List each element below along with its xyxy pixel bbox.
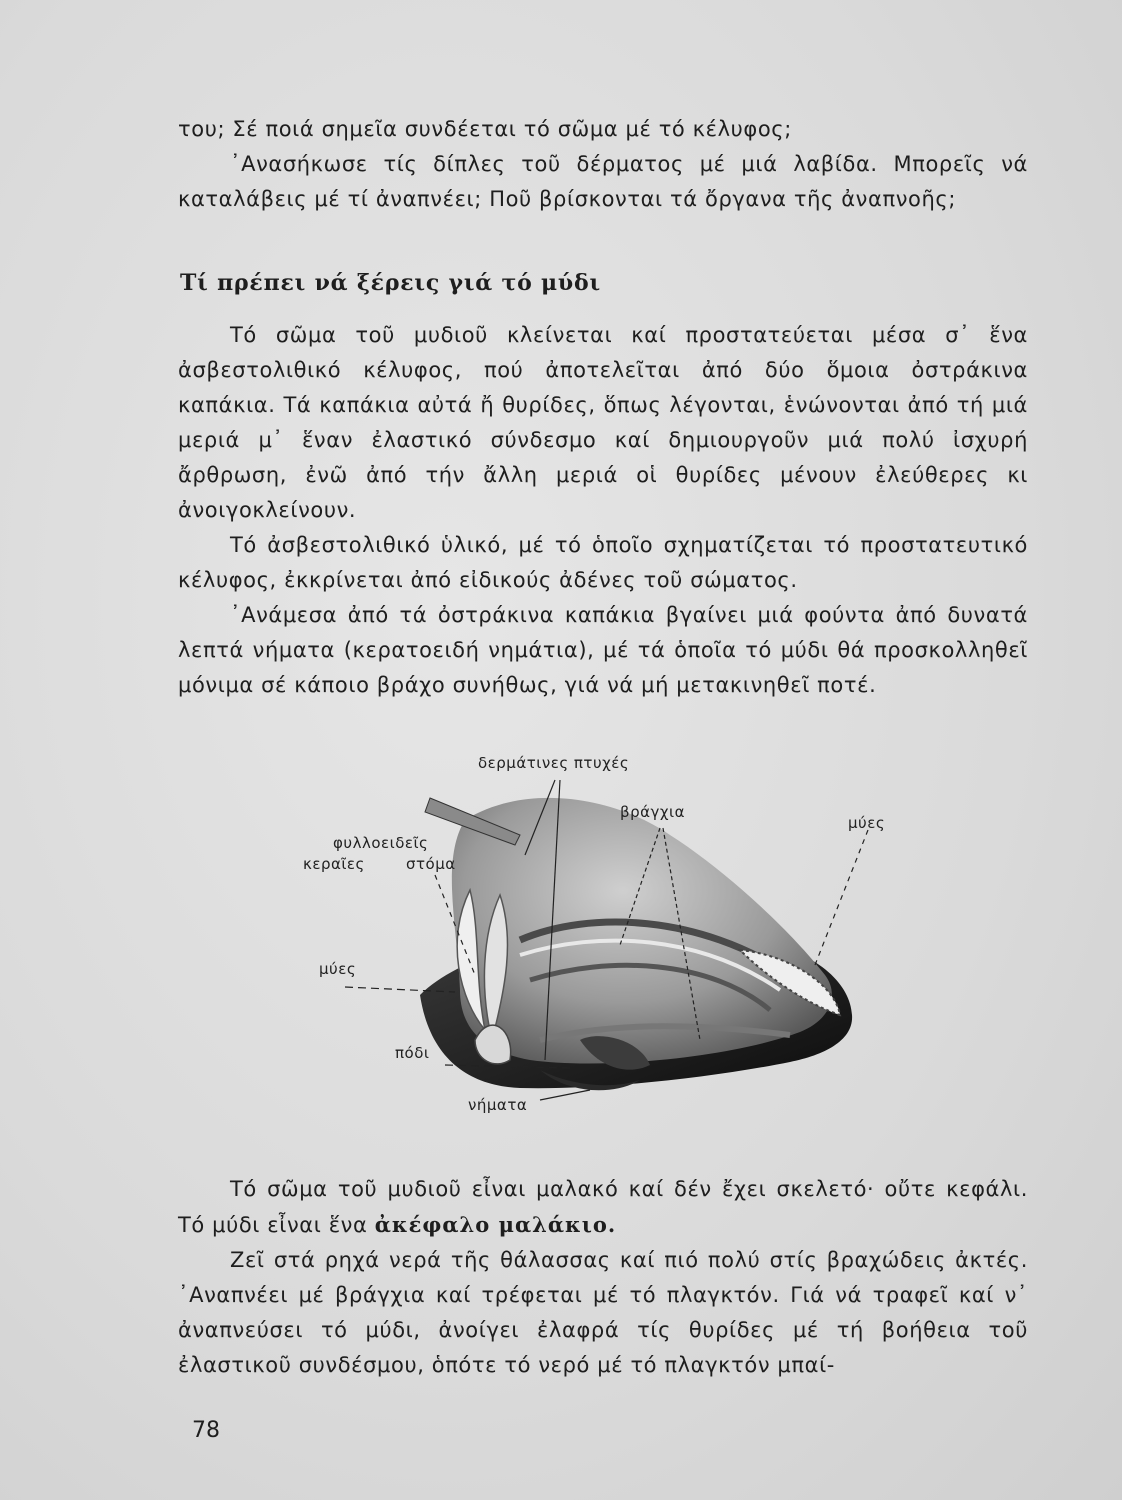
label-muscles-right: μύες: [848, 814, 886, 832]
body-text-block: [178, 318, 1028, 703]
label-skin-folds: δερμάτινες πτυχές: [478, 754, 630, 772]
label-leaf-palps-1: φυλλοειδεῖς: [333, 834, 429, 852]
paragraph-headless: [178, 1172, 1028, 1243]
label-mouth: στόμα: [406, 855, 456, 873]
label-threads: νήματα: [468, 1096, 528, 1114]
page-number: 78: [192, 1418, 220, 1443]
label-gills: βράγχια: [620, 803, 685, 821]
label-leaf-palps-2: κεραῖες: [303, 855, 365, 873]
pointer-threads: [540, 1090, 590, 1100]
label-foot: πόδι: [395, 1044, 430, 1062]
top-text-block: [178, 112, 1028, 217]
intro-paragraph: ᾿Ανασήκωσε τίς δίπλες τοῦ δέρματος μέ μιά λαβίδα. Μπορεῖς νά καταλάβεις μέ τί ἀναπνέει; Ποῦ βρίσκονται τά ὄργανα τῆς ἀναπνοῆς;: [178, 152, 1028, 211]
headless-term: ἀκέφαλο μαλάκιο.: [374, 1212, 617, 1237]
intro-question-line: του; Σέ ποιά σημεῖα συνδέεται τό σῶμα μέ τό κέλυφος;: [178, 117, 792, 141]
label-muscles-left: μύες: [319, 960, 357, 978]
headless-text: Τό σῶμα τοῦ μυδιοῦ εἶναι μαλακό καί δέν ἔχει σκελετό· οὔτε κεφάλι. Τό μύδι εἶναι ἕνα: [178, 1177, 1028, 1237]
bottom-text-block: [178, 1172, 1028, 1383]
paragraph-secretion: Τό ἀσβεστολιθικό ὑλικό, μέ τό ὁποῖο σχηματίζεται τό προστατευτικό κέλυφος, ἐκκρίνεται ἀπό εἰδικούς ἀδένες τοῦ σώματος.: [178, 533, 1028, 592]
paragraph-habitat: Ζεῖ στά ρηχά νερά τῆς θάλασσας καί πιό πολύ στίς βραχώδεις ἀκτές. ᾿Αναπνέει μέ βράγχια καί τρέφεται μέ τό πλαγκτόν. Γιά νά τραφεῖ καί ν᾿ ἀναπνεύσει τό μύδι, ἀνοίγει ἐλαφρά τίς θυρίδες μέ τή βοήθεια τοῦ ἐλαστικοῦ συνδέσμου, ὁπότε τό νερό μέ τό πλαγκτόν μπαί-: [178, 1248, 1028, 1377]
pointer-muscles-right: [815, 830, 868, 965]
mussel-anatomy-figure: [270, 740, 890, 1130]
paragraph-threads: ᾿Ανάμεσα ἀπό τά ὀστράκινα καπάκια βγαίνει μιά φούντα ἀπό δυνατά λεπτά νήματα (κερατοειδή νημάτια), μέ τά ὁποῖα τό μύδι θά προσκολληθεῖ μόνιμα σέ κάποιο βράχο συνήθως, γιά νά μή μετακινηθεῖ ποτέ.: [178, 603, 1028, 697]
paragraph-shell: Τό σῶμα τοῦ μυδιοῦ κλείνεται καί προστατεύεται μέσα σ᾿ ἕνα ἀσβεστολιθικό κέλυφος, πού ἀποτελεῖται ἀπό δύο ὅμοια ὀστράκινα καπάκια. Τά καπάκια αὐτά ἤ θυρίδες, ὅπως λέγονται, ἑνώνονται ἀπό τή μιά μεριά μ᾿ ἕναν ἐλαστικό σύνδεσμο καί δημιουργοῦν μιά πολύ ἰσχυρή ἄρθρωση, ἐνῶ ἀπό τήν ἄλλη μεριά οἱ θυρίδες μένουν ἐλεύθερες κι ἀνοιγοκλείνουν.: [178, 323, 1028, 522]
section-heading: Τί πρέπει νά ξέρεις γιά τό μύδι: [180, 270, 601, 296]
